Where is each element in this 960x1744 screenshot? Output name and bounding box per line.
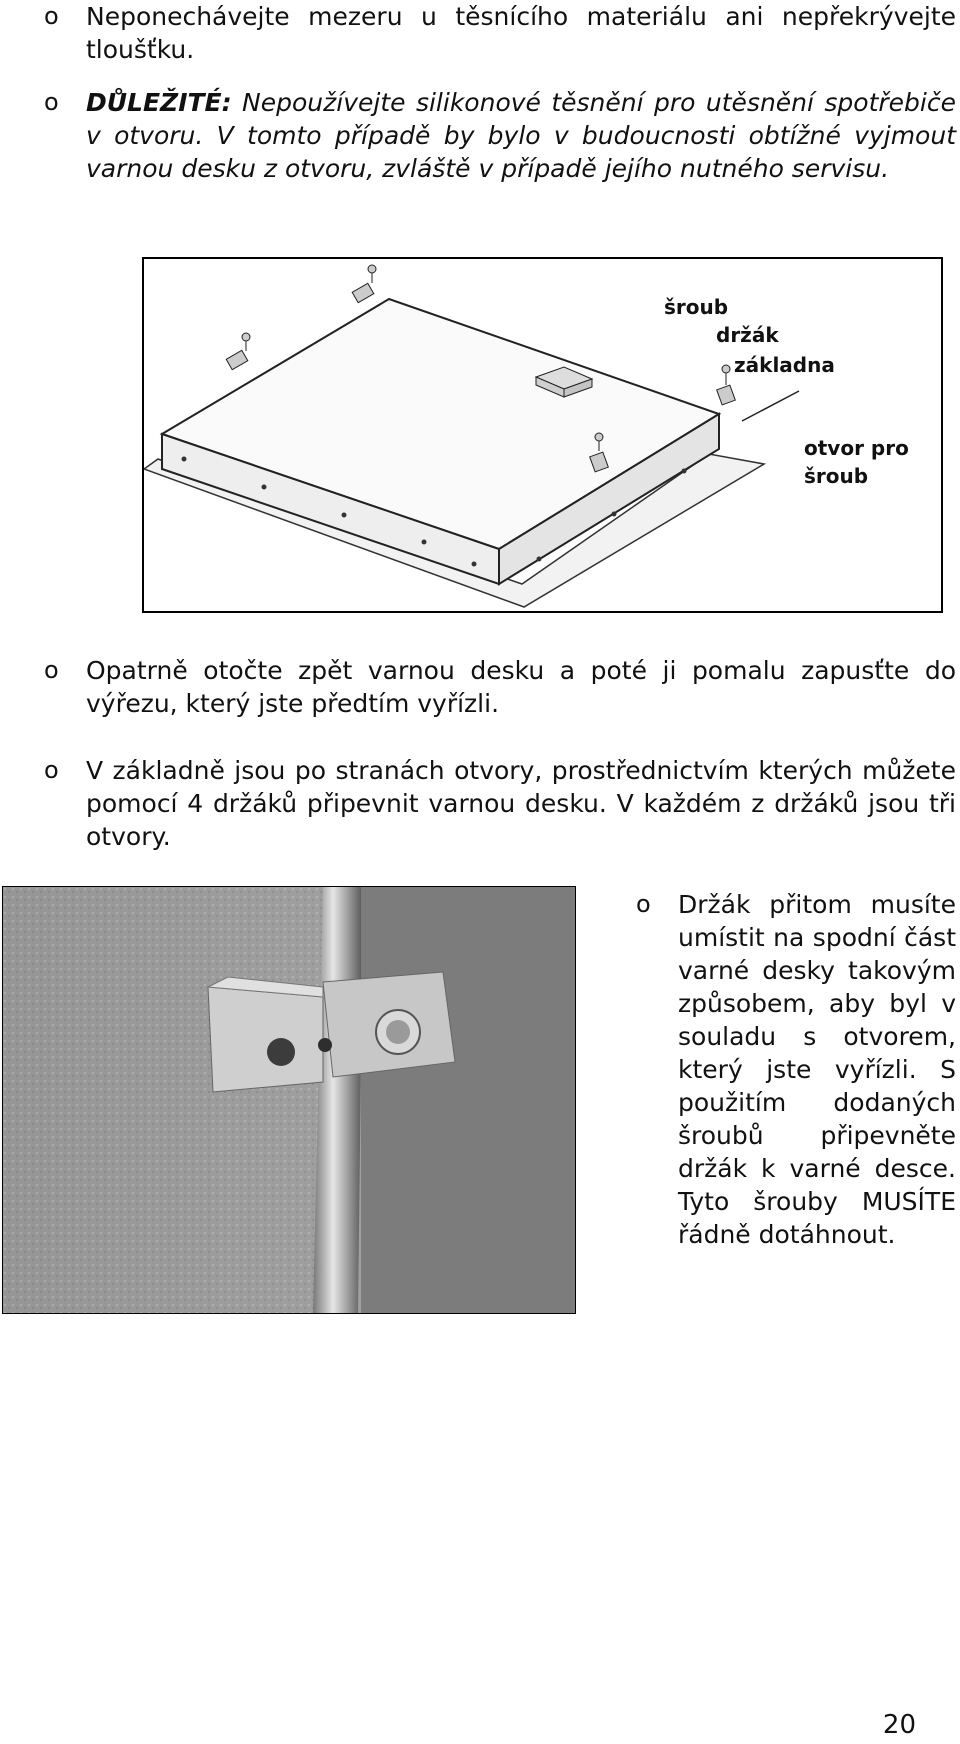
item-text: Držák přitom musíte umístit na spodní část varné desky takovým způsobem, aby byl v souladu s otvorem, který jste vyřízli. S použitím dodaných šroubů připevněte držák k varné desce. Tyto šrouby MUSÍTE řádně dotáhnout. — [678, 890, 956, 1249]
bullet: o — [636, 890, 651, 918]
bullet: o — [44, 756, 59, 784]
bullet: o — [44, 88, 59, 116]
page-number: 20 — [882, 1710, 916, 1740]
installation-diagram — [142, 257, 943, 613]
bullet: o — [44, 656, 59, 684]
item-text: Nepoužívejte silikonové těsnění pro utěsnění spotřebiče v otvoru. V tomto případě by bylo v budoucnosti obtížné vyjmout varnou desku z otvoru, zvláště v případě jejího nutného servisu. — [86, 88, 956, 183]
item-text: V základně jsou po stranách otvory, prostřednictvím kterých můžete pomocí 4 držáků připevnit varnou desku. V každém z držáků jsou tři otvory. — [86, 756, 956, 851]
hob-bottom-drawing — [144, 259, 941, 611]
important-paragraph — [86, 86, 956, 185]
label-base: základna — [734, 353, 835, 377]
bullet: o — [44, 2, 59, 30]
holder-photo — [2, 886, 576, 1314]
label-screw: šroub — [664, 295, 729, 319]
label-hole-2: šroub — [804, 464, 869, 488]
item-text: Neponechávejte mezeru u těsnícího materiálu ani nepřekrývejte tloušťku. — [86, 2, 956, 64]
label-hole-1: otvor pro — [804, 436, 909, 460]
important-lead: DŮLEŽITÉ: — [86, 88, 232, 117]
item-text: Opatrně otočte zpět varnou desku a poté ji pomalu zapusťte do výřezu, který jste předtím vyřízli. — [86, 656, 956, 718]
label-holder: držák — [716, 323, 779, 347]
